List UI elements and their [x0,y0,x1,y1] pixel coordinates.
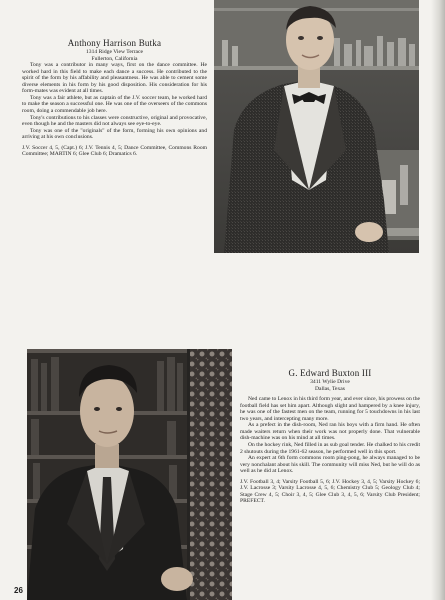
student-entry-buxton [240,368,420,505]
student-bio [22,62,207,141]
bio-paragraph: Tony's contributions to his classes were constructive, original and provocative, even though he and the masters did not always see eye-to-eye. [22,114,207,128]
bio-paragraph: An expert at 6th form commons room ping-pong, he always managed to be very nonchalant about his skill. The community will miss Ned, but he will do as well as he did at Lenox. [240,455,420,475]
bio-paragraph: Ned came to Lenox in his third form year, and ever since, his prowess on the football field has set him apart. Although slight and hampered by a knee injury, he was one of the fastest men on the team, running for 5 touchdowns in his last two years, and intercepting many more. [240,396,420,422]
student-activities: J.V. Football 3, 4; Varsity Football 5, 6; J.V. Hockey 3, 4, 5; Varsity Hockey 6; J.V. Lacrosse 3; Varsity Lacrosse 4, 5, 6; Chemistry Club 5; Geology Club 4; Stage Crew 4, 5; Choir 3, 4, 5; Glee Club 3, 4, 5, 6; Varsity Club President; PREFECT. [240,478,420,505]
student-address-street: 1314 Ridge View Terrace [85,49,143,55]
bio-paragraph: Tony was one of the "originals" of the form, forming his own opinions and arriving at his own conclusions. [22,127,207,141]
portrait-image [214,0,419,253]
student-bio [240,396,420,475]
student-entry-butka [22,38,207,158]
page-number: 26 [14,586,23,595]
bio-paragraph: On the hockey rink, Ned filled in as sub goal tender. He chalked to his credit 2 shutouts during the 1961-62 season, he performed well in this sport. [240,442,420,455]
student-address-city: Dallas, Texas [315,385,345,392]
student-activities: J.V. Soccer 4, 5, (Capt.) 6; J.V. Tennis 4, 5; Dance Committee, Commons Room Committee; MARTIN 6; Glee Club 6; Dramatics 6. [22,144,207,158]
student-address-city: Fullerton, California [91,55,138,62]
portrait-photo-buxton [27,349,232,600]
portrait-photo-butka [214,0,419,253]
student-name: Anthony Harrison Butka [67,38,162,48]
bio-paragraph: Tony was a fair athlete, but as captain of the J.V. soccer team, he worked hard to make the season a successful one. He was one of the overseers of the commons room, doing a commendable job here. [22,94,207,115]
book-spine-shadow [431,0,445,600]
portrait-image [27,349,232,600]
student-name: G. Edward Buxton III [288,368,372,378]
student-address-street: 3411 Wylie Drive [310,379,350,385]
bio-paragraph: Tony was a contributor in many ways, first on the dance committee. He worked hard in this field to make each dance a success. He contributed to the spirit of the form by his affability and pleasantness. He was able to cement some diverse elements in his form by his good disposition. His consideration for his form-mates was evident at all times. [22,62,207,95]
bio-paragraph: As a prefect in the dish-room, Ned ran his boys with a firm hand. He often made waiters return when their work was not properly done. That vulnerable dish-machine was on his mind at all times. [240,422,420,442]
